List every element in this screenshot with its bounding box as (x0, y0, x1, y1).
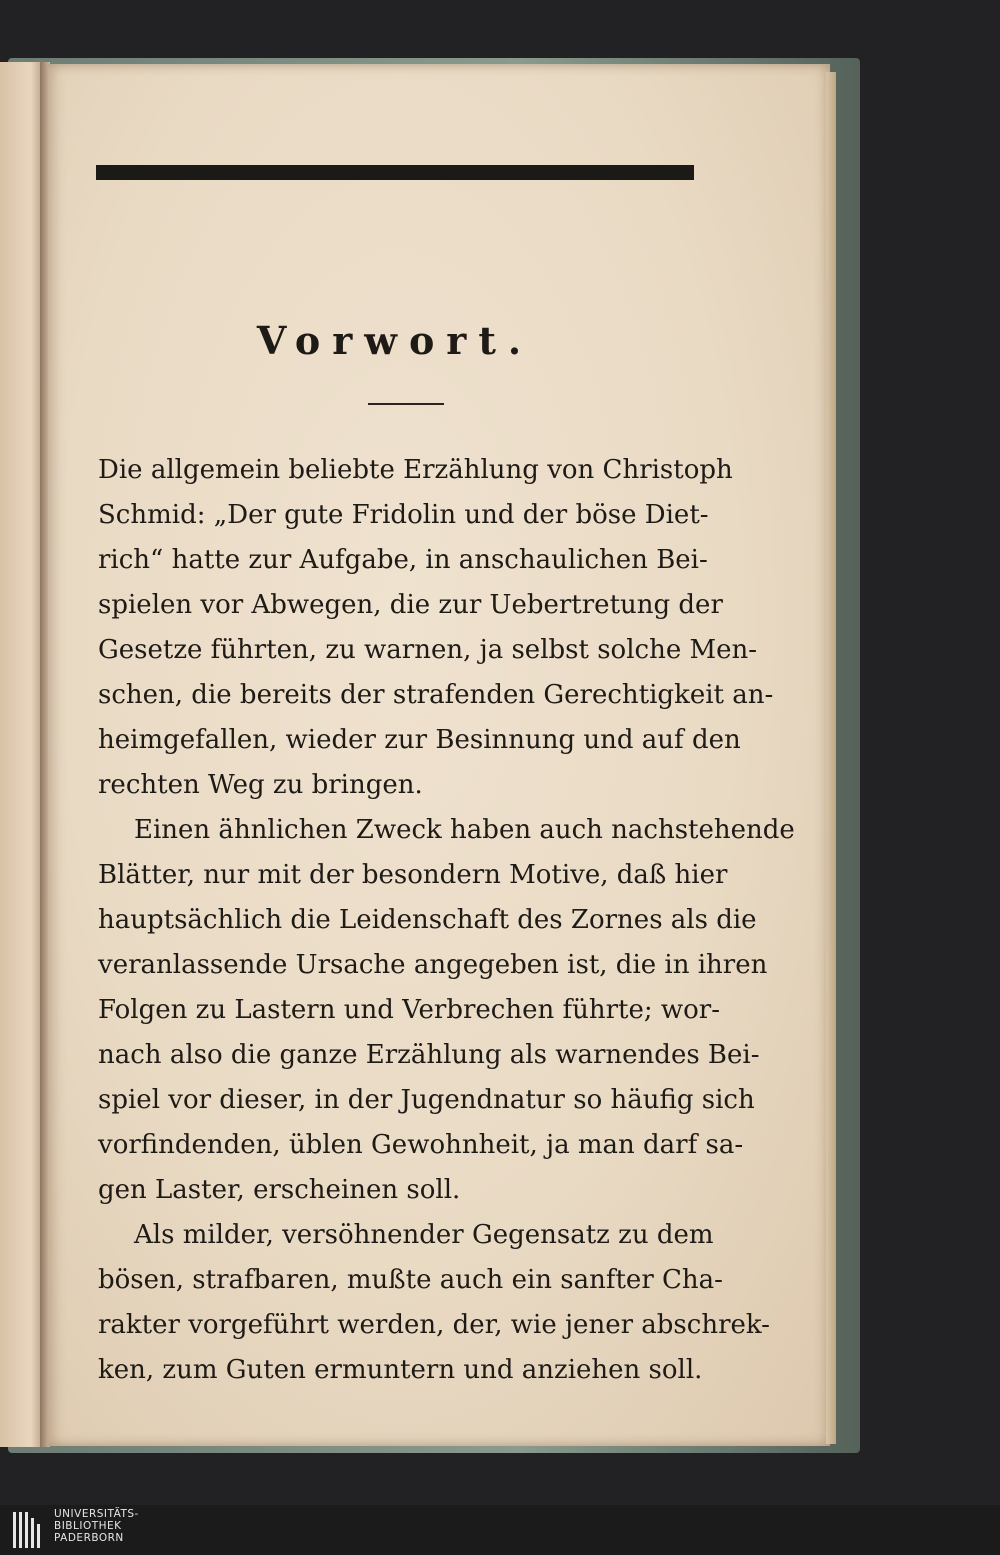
text-line: Die allgemein beliebte Erzählung von Christoph (98, 455, 733, 485)
page-fore-edge (826, 72, 836, 1444)
text-line: Einen ähnlichen Zweck haben auch nachstehende (134, 815, 795, 845)
university-library-logo-icon (10, 1508, 44, 1552)
library-name-line: BIBLIOTHEK (54, 1520, 122, 1532)
text-line: bösen, strafbaren, mußte auch ein sanfter Cha- (98, 1265, 723, 1295)
text-line: rakter vorgeführt werden, der, wie jener abschrek- (98, 1310, 770, 1340)
paragraph-1 (98, 448, 774, 808)
text-line: vorfindenden, üblen Gewohnheit, ja man darf sa- (98, 1130, 744, 1160)
top-rule (96, 165, 694, 180)
text-line: spiel vor dieser, in der Jugendnatur so häufig sich (98, 1085, 755, 1115)
title-rule (368, 403, 444, 405)
text-line: rechten Weg zu bringen. (98, 770, 423, 800)
text-line: gen Laster, erscheinen soll. (98, 1175, 461, 1205)
page-title: Vorwort. (256, 318, 534, 363)
text-line: nach also die ganze Erzählung als warnendes Bei- (98, 1040, 760, 1070)
body-text (98, 448, 795, 1393)
text-line: spielen vor Abwegen, die zur Uebertretung der (98, 590, 723, 620)
text-line: rich“ hatte zur Aufgabe, in anschaulichen Bei- (98, 545, 708, 575)
text-line: hauptsächlich die Leidenschaft des Zornes als die (98, 905, 757, 935)
paragraph-3 (98, 1213, 770, 1393)
text-line: schen, die bereits der strafenden Gerechtigkeit an- (98, 680, 774, 710)
paragraph-2 (98, 808, 795, 1213)
text-line: Folgen zu Lastern und Verbrechen führte; wor- (98, 995, 721, 1025)
text-line: veranlassende Ursache angegeben ist, die in ihren (98, 950, 768, 980)
library-name-line: PADERBORN (54, 1532, 124, 1544)
text-line: ken, zum Guten ermuntern und anziehen soll. (98, 1355, 703, 1385)
text-line: Gesetze führten, zu warnen, ja selbst solche Men- (98, 635, 758, 665)
text-line: Als milder, versöhnender Gegensatz zu dem (134, 1220, 714, 1250)
library-name-line: UNIVERSITÄTS- (54, 1508, 139, 1520)
text-line: heimgefallen, wieder zur Besinnung und auf den (98, 725, 741, 755)
left-page-edge (0, 62, 44, 1447)
library-name (54, 1508, 254, 1544)
text-line: Blätter, nur mit der besondern Motive, daß hier (98, 860, 728, 890)
text-line: Schmid: „Der gute Fridolin und der böse Diet- (98, 500, 709, 530)
